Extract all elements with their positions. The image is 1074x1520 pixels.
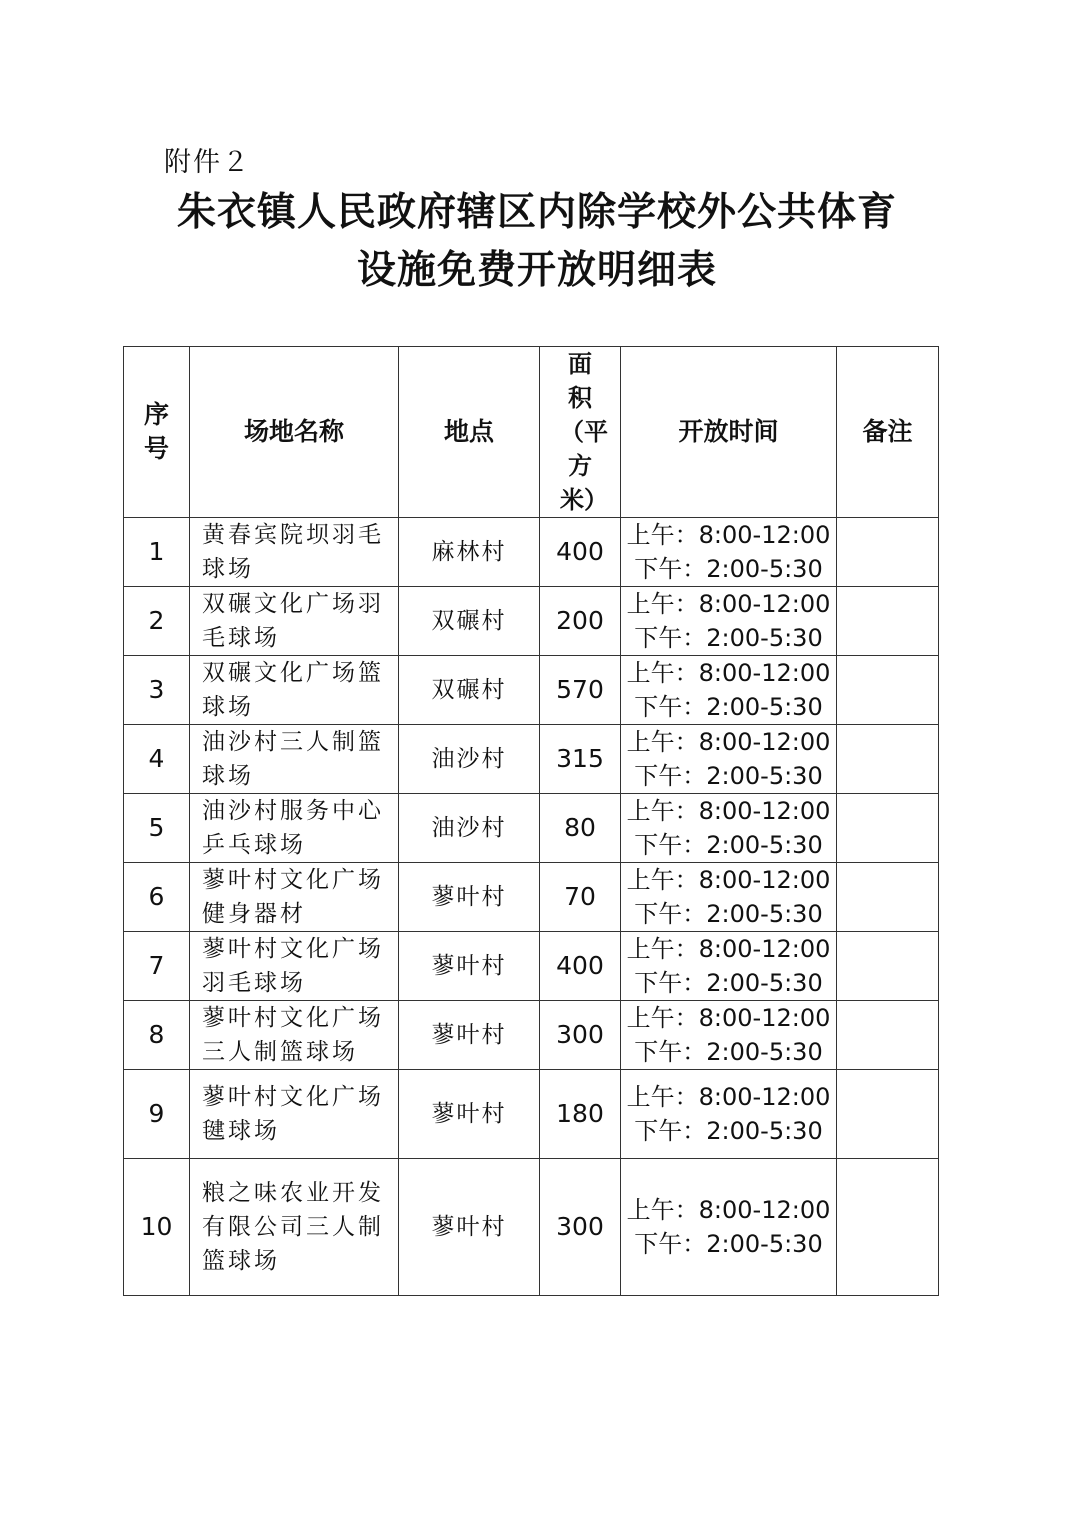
opening-hours-cell: 上午：8:00-12:00 下午：2:00-5:30 <box>621 656 837 725</box>
opening-hours-cell: 上午：8:00-12:00 下午：2:00-5:30 <box>621 587 837 656</box>
venue-name-cell: 蓼叶村文化广场羽毛球场 <box>190 932 399 1001</box>
seq-cell: 6 <box>124 863 190 932</box>
venue-name-cell: 蓼叶村文化广场三人制篮球场 <box>190 1001 399 1070</box>
document-title-line-2: 设施免费开放明细表 <box>356 247 717 293</box>
remarks-cell <box>837 932 939 1001</box>
seq-cell: 10 <box>124 1159 190 1296</box>
opening-hours-cell: 上午：8:00-12:00 下午：2:00-5:30 <box>621 725 837 794</box>
area-cell: 80 <box>540 794 621 863</box>
location-cell: 麻林村 <box>399 518 540 587</box>
remarks-cell <box>837 1159 939 1296</box>
location-cell: 蓼叶村 <box>399 1070 540 1159</box>
seq-cell: 7 <box>124 932 190 1001</box>
location-cell: 油沙村 <box>399 725 540 794</box>
seq-cell: 3 <box>124 656 190 725</box>
location-cell: 双碾村 <box>399 587 540 656</box>
seq-cell: 9 <box>124 1070 190 1159</box>
seq-cell: 2 <box>124 587 190 656</box>
location-cell: 蓼叶村 <box>399 1001 540 1070</box>
area-cell: 200 <box>540 587 621 656</box>
remarks-cell <box>837 794 939 863</box>
area-cell: 400 <box>540 518 621 587</box>
area-cell: 300 <box>540 1001 621 1070</box>
remarks-cell <box>837 1001 939 1070</box>
seq-cell: 5 <box>124 794 190 863</box>
table-row <box>124 863 939 932</box>
remarks-cell <box>837 587 939 656</box>
table-row <box>124 725 939 794</box>
venue-name-cell: 油沙村三人制篮球场 <box>190 725 399 794</box>
opening-hours-cell: 上午：8:00-12:00 下午：2:00-5:30 <box>621 932 837 1001</box>
venue-name-cell: 蓼叶村文化广场健身器材 <box>190 863 399 932</box>
area-cell: 400 <box>540 932 621 1001</box>
area-cell: 315 <box>540 725 621 794</box>
location-cell: 蓼叶村 <box>399 932 540 1001</box>
area-cell: 300 <box>540 1159 621 1296</box>
area-cell: 570 <box>540 656 621 725</box>
header-location: 地点 <box>399 347 540 518</box>
table-row <box>124 1001 939 1070</box>
location-cell: 蓼叶村 <box>399 1159 540 1296</box>
opening-hours-cell: 上午：8:00-12:00 下午：2:00-5:30 <box>621 518 837 587</box>
header-seq: 序号 <box>124 347 190 518</box>
area-cell: 70 <box>540 863 621 932</box>
header-name: 场地名称 <box>190 347 399 518</box>
remarks-cell <box>837 518 939 587</box>
location-cell: 双碾村 <box>399 656 540 725</box>
seq-cell: 8 <box>124 1001 190 1070</box>
table-row <box>124 1159 939 1296</box>
venue-name-cell: 双碾文化广场羽毛球场 <box>190 587 399 656</box>
seq-cell: 4 <box>124 725 190 794</box>
header-area: 面积（平方米） <box>540 347 621 518</box>
remarks-cell <box>837 863 939 932</box>
attachment-label: 附件２ <box>164 147 251 178</box>
opening-hours-cell: 上午：8:00-12:00 下午：2:00-5:30 <box>621 863 837 932</box>
table-row <box>124 518 939 587</box>
venue-name-cell: 蓼叶村文化广场毽球场 <box>190 1070 399 1159</box>
document-title-line-1: 朱衣镇人民政府辖区内除学校外公共体育 <box>176 189 897 235</box>
remarks-cell <box>837 1070 939 1159</box>
venue-name-cell: 黄春宾院坝羽毛球场 <box>190 518 399 587</box>
table-header-row <box>124 347 939 518</box>
table-row <box>124 932 939 1001</box>
remarks-cell <box>837 656 939 725</box>
location-cell: 蓼叶村 <box>399 863 540 932</box>
header-remarks: 备注 <box>837 347 939 518</box>
remarks-cell <box>837 725 939 794</box>
venue-name-cell: 油沙村服务中心乒乓球场 <box>190 794 399 863</box>
seq-cell: 1 <box>124 518 190 587</box>
area-cell: 180 <box>540 1070 621 1159</box>
facilities-table <box>123 346 939 1296</box>
opening-hours-cell: 上午：8:00-12:00 下午：2:00-5:30 <box>621 1001 837 1070</box>
table-row <box>124 794 939 863</box>
table-row <box>124 1070 939 1159</box>
opening-hours-cell: 上午：8:00-12:00 下午：2:00-5:30 <box>621 1159 837 1296</box>
header-hours: 开放时间 <box>621 347 837 518</box>
table-row <box>124 587 939 656</box>
table-row <box>124 656 939 725</box>
venue-name-cell: 双碾文化广场篮球场 <box>190 656 399 725</box>
opening-hours-cell: 上午：8:00-12:00 下午：2:00-5:30 <box>621 1070 837 1159</box>
location-cell: 油沙村 <box>399 794 540 863</box>
opening-hours-cell: 上午：8:00-12:00 下午：2:00-5:30 <box>621 794 837 863</box>
venue-name-cell: 粮之味农业开发有限公司三人制篮球场 <box>190 1159 399 1296</box>
